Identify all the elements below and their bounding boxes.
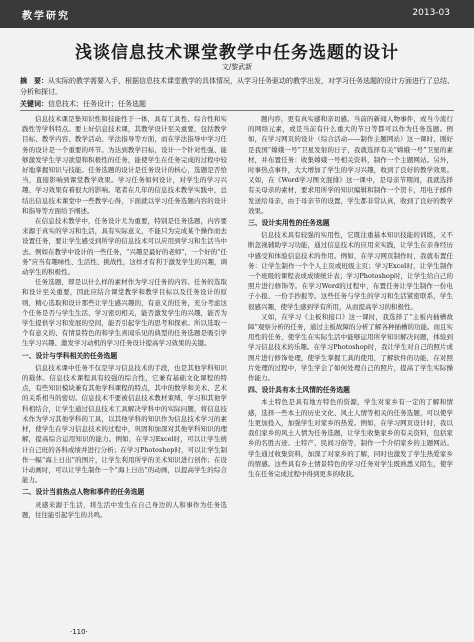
article-author: 文/黎武新 <box>221 63 253 71</box>
paragraph: 信息技术具有较强的实用性，它既注重基本知识技能的训练，又不断忽视辅助学习功能，通过信息技术的应用来实践，让学生在亲身经历中感受和体验信息技术的作用。例如，在学习网页制作时，我就布置任务：让学生制作一个个人主页或班级主页；学习Excel时，让学生制作一个班级的课程表或成绩统计表；学习Photoshop时，让学生给自己的照片进行修饰等。在学习Word的过程中，布置任务让学生制作一份电子小报、一份手抄报等。这些任务与学生的学习和生活紧密联系，学生很感兴趣，使学生感到学有所用，从而提高学习的积极性。 <box>248 231 453 311</box>
abstract-text: 从实际的教学需要入手，根据信息技术课堂教学的具体情况，从学习任务驱动的教学出发，对学习任务选题的设计方面进行了总结、分析和探讨。 <box>20 77 454 96</box>
paragraph: 信息技术课是集知识性和技能性于一体，具有工具性、综合性和实践性等学科特点。要上好信息技术课，其教学设计至关重要，包括教学目标、教学内容、教学活动、学法指导等方面，而在学法指导中学习任务的设计是一个重要的环节。为达到教学目标，设计一个针对性强、能够激发学生学习欲望和积极性的任务，能使学生在任务完成的过程中较好地掌握知识与技能。任务选题的设计是任务设计的核心，选题是否恰当，直接影响到课堂教学效果。学习任务如何设计，对学生的学习兴趣、学习效果有着很大的影响。笔者在几年的信息技术教学实践中，总结出信息技术课堂中一些教学心得，下面就以学习任务选题内容的设计和指导等方面给予阐述。 <box>22 115 227 215</box>
divider <box>20 110 454 111</box>
body-column-left <box>22 114 227 624</box>
keywords-text: 信息技术；任务设计；任务选题 <box>48 100 146 108</box>
paragraph: 信息技术课中任务不仅是学习信息技术的手段，也是其他学科知识的载体。信息技术课程具有较强的综合性，它兼有基础文化课程的特点，有些知识模块兼有其他学科课程的特点，其中的数学和美术、艺术的关系相当的密切。信息技术不要被信息技术教材束缚，学习和其他学科相结合，让学生通过信息技术工具解决学科中的实际问题，将信息技术作为学习其他学科的工具，以其他学科的知识作为信息技术学习的素材，使学生在学习信息技术的过程中，巩固和加深对其他学科知识的理解，提高综合运用知识的能力。例如，在学习Excel时，可以让学生统计自己班的各科成绩并进行分析；在学习Photoshop时，可以让学生制作一幅“海上日出”的图片，让学生利用所学的美术知识进行创作；在设计动画时，可以让学生制作一个“海上日出”的动画，以提高学生的综合能力。 <box>22 363 227 485</box>
keywords-label: 关键词： <box>20 99 48 108</box>
header-bar <box>0 0 474 28</box>
issue-date: 2013-03 <box>412 8 450 18</box>
article-title: 浅谈信息技术课堂教学中任务选题的设计 <box>75 43 399 63</box>
section-heading: 三、设计实用性的任务选题 <box>248 219 330 228</box>
keywords <box>20 98 454 110</box>
page-number: ·110· <box>70 628 88 636</box>
body-column-right <box>248 114 453 624</box>
paragraph: 题内容，更有真实感和亲切感。当前的新闻人物事件，或当今流行的网络元素，或是当前有什么重大的节日等都可以作为任务选题。例如，在学习网页的设计（综合活动——制作主题网站）这一课时，刚好是我国“嫦娥一号”卫星发射的日子，我就选择有关“嫦娥一号”卫星的素材，并布置任务：收集嫦娥一号相关资料，制作一个主题网站。另外，时事热点事件，大大增加了学生的学习兴趣，收到了良好的教学效果。又如，在《Word学习图文混排》这一课中，是母亲节期间，我就选择有关母亲的素材，要求用所学的知识编辑和制作一个贺卡，用电子邮件发送给母亲，由于母亲节的设置，学生都非常认真，收到了良好的教学效果。 <box>248 115 453 215</box>
paragraph: 灵感来源于生活，将生活中发生在自己身边的人和事作为任务选题，往往能引起学生的共鸣。 <box>22 500 227 519</box>
abstract <box>20 75 454 98</box>
section-heading: 二、设计当前热点人物和事件的任务选题 <box>22 488 145 497</box>
paragraph: 任务选题，即是以什么样的素材作为学习任务的内容。任务的选取和设计至关重要，因此应结合课堂教学和教学目标以及任务设计的原则，精心选取和设计那些让学生感兴趣的，有意义的任务，充分考虑这个任务是否与学生生活、学习密切相关，能否激发学生的兴趣，能否为学生提供学习和发展的空间，能否引起学生的思考和探索。所以选取一个有意义的、有情景特色的和学生喜闻乐见的典型的任务选题是吸引学生学习兴趣、激发学习动机的学习任务设计提高学习效果的关键。 <box>22 278 227 348</box>
paragraph: 在信息技术教学中，任务设计尤为重要，特别是任务选题，内容要来源于真实的学习和生活，具有实际意义，不能只为完成某个操作而去设置任务，要让学生感受到所学的信息技术可以应用到学习和生活当中去。例如在教学中设计的一些任务，“兴趣是最好的老师”，一个好的“任务”应当有趣味性、生活性、挑战性，这样才有利于激发学生的兴趣，调动学生的积极性。 <box>22 217 227 277</box>
section-heading: 一、设计与学科相关的任务选题 <box>22 351 118 360</box>
paragraph: 本土特色是具有地方特色的资源，学生对家乡有一定的了解和情感，选择一些本土的历史文化、风土人情等相关的任务选题，可以使学生更加投入，加强学生对家乡的热爱。例如，在学习网页设计时，我以我们家乡的风土人情为任务选题，让学生收集家乡的有关资料，包括家乡的名胜古迹、土特产、民间习俗等，制作一个介绍家乡的主题网站。学生通过收集资料，加深了对家乡的了解，同时也激发了学生热爱家乡的情感。这些具有乡土情景特色的学习任务对学生既熟悉又陌生，使学生在任务完成过程中得到更多的收获。 <box>248 398 453 478</box>
section-label: 教学研究 <box>22 11 70 22</box>
section-heading: 四、设计具有本土风情的任务选题 <box>248 386 350 395</box>
abstract-label: 摘 要： <box>20 76 48 85</box>
paragraph: 又如，在学习《主板和接口》这一课时，我选择了“主板内插槽故障”观察分析的任务，通过主板故障的分析了解各种插槽的功能。而且实用性的任务，使学生在实际生活中能够运用所学知识解决问题，体验到学习信息技术的乐趣。在学习Photoshop时，我让学生对自己的照片或图片进行修饰处理，使学生掌握工具的使用，了解软件的功能，在对照片处理的过程中，学生学会了如何处理自己的照片，提高了学生实际操作能力。 <box>248 312 453 383</box>
